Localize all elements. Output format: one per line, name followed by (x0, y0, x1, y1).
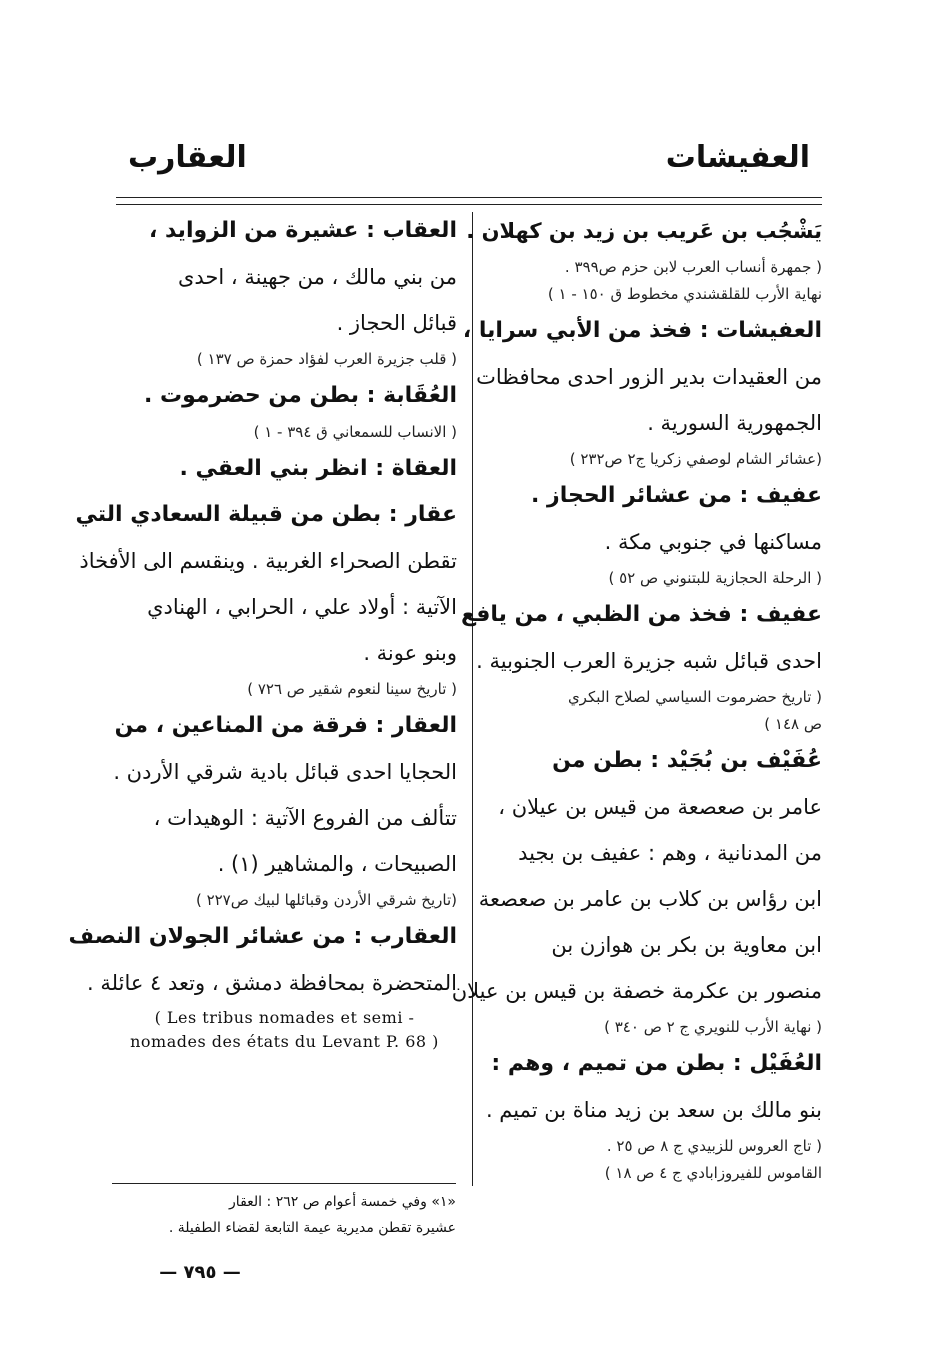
entry-line: تقطن الصحراء الغربية . وينقسم الى الأفخاذ (79, 549, 457, 573)
entry-line: قبائل الحجاز . (336, 311, 457, 335)
citation-line: ( قلب جزيرة العرب لفؤاد حمزة ص ١٣٧ ) (196, 350, 457, 368)
citation-line: ( الرحلة الحجازية للبتنوني ص ٥٢ ) (608, 569, 822, 587)
footnote-line: عشيرة تقطن مديرية عيمة التابعة لقضاء الطفيلة . (168, 1220, 456, 1236)
entry-line: منصور بن عكرمة خصفة بن قيس بن عيلان (451, 979, 822, 1003)
citation-line: ص ١٤٨ ) (764, 715, 822, 733)
entry-line: بنو مالك بن سعد بن زيد مناة بن تميم . (485, 1098, 822, 1122)
footnote-line: «١» وفي خمسة أعوام ص ٢٦٢ : العقار (229, 1194, 456, 1210)
entry-line: احدى قبائل شبه جزيرة العرب الجنوبية . (476, 649, 822, 673)
entry-line: عامر بن صعصعة من قيس بن عيلان ، (498, 795, 822, 819)
entry-headword-line: عُفَيْف بن بُجَيْد : بطن من (552, 748, 822, 773)
column-divider (472, 212, 473, 1186)
entry-line: الجمهورية السورية . (647, 411, 822, 435)
entry-line: من العقيدات بدير الزور احدى محافظات (476, 365, 822, 389)
latin-citation-line: nomades des états du Levant P. 68 ) (130, 1032, 439, 1051)
citation-line: ( تاريخ حضرموت السياسي لصلاح البكري (567, 688, 822, 706)
citation-line: (عشائر الشام لوصفي زكريا ج٢ ص٢٣٢ ) (569, 450, 822, 468)
entry-line: من بني مالك ، من جهينة ، احدى (177, 265, 457, 289)
entry-line: المتحضرة بمحافظة دمشق ، وتعد ٤ عائلة . (87, 971, 457, 995)
entry-headword-line: العُفَيْل : بطن من تميم ، وهم : (491, 1051, 822, 1076)
citation-line: ( جمهرة أنساب العرب لابن حزم ص٣٩٩ . (564, 258, 822, 276)
entry-headword-line: عقار : بطن من قبيلة السعادي التي (75, 502, 457, 527)
header-rule (116, 197, 822, 198)
entry-headword-line: العُقَابة : بطن من حضرموت . (143, 383, 457, 408)
citation-line: (تاريخ شرقي الأردن وقبائلها لبيك ص٢٢٧ ) (195, 891, 457, 909)
entry-line: من المدنانية ، وهم : عفيف بن بجيد (518, 841, 822, 865)
page-number: — ٧٩٥ — (159, 1262, 241, 1283)
entry-line: الصبيحات ، والمشاهير (١) . (217, 852, 457, 876)
entry-headword-line: عفيف : من عشائر الحجاز . (531, 483, 822, 508)
entry-line: الآتية : أولاد علي ، الحرابي ، الهنادي (147, 595, 457, 619)
entry-line: ابن معاوية بن بكر بن هوازن بن (551, 933, 822, 957)
entry-headword-line: العقاة : انظر بني العقي . (179, 456, 457, 481)
entry-headword-line: العقار : فرقة من المناعين ، من (114, 713, 457, 738)
footnote-rule (112, 1183, 456, 1184)
footnote (112, 1189, 456, 1241)
running-head-right: العفيشات (665, 140, 810, 175)
entry-headword-line: عفيف : فخذ من الظبي ، من يافع (460, 602, 822, 627)
right-column (451, 208, 822, 1187)
entry-line: وبنو عونة . (363, 641, 457, 665)
running-head-left: العقارب (128, 140, 247, 175)
header-rule-second (116, 204, 822, 205)
citation-line: ( نهاية الأرب للنويري ج ٢ ص ٣٤٠ ) (604, 1018, 822, 1036)
entry-line: مساكنها في جنوبي مكة . (604, 530, 822, 554)
left-column (68, 208, 457, 1054)
citation-line: ( الانساب للسمعاني ق ٣٩٤ - ١ ) (253, 423, 457, 441)
entry-line: تتألف من الفروع الآتية : الوهيدات ، (153, 806, 457, 830)
citation-line: ( تاريخ سينا لنعوم شقير ص ٧٢٦ ) (247, 680, 457, 698)
entry-headword-line: العفيشات : فخذ من الأبي سرايا ، (462, 318, 822, 343)
citation-line: نهاية الأرب للقلقشندي مخطوط ق ١٥٠ - ١ ) (547, 285, 822, 303)
citation-line: ( تاج العروس للزبيدي ج ٨ ص ٢٥ . (606, 1137, 822, 1155)
entry-line: يَشْجُب بن عَريب بن زيد بن كهلان . (466, 219, 822, 243)
latin-citation-line: ( Les tribus nomades et semi - (154, 1008, 415, 1027)
entry-line: الحجايا احدى قبائل بادية شرقي الأردن . (113, 760, 457, 784)
entry-line: ابن رؤاس بن كلاب بن عامر بن صعصعة (478, 887, 822, 911)
entry-headword-line: العقارب : من عشائر الجولان النصف (68, 924, 457, 949)
citation-line: القاموس للفيروزابادي ج ٤ ص ١٨ ) (604, 1164, 822, 1182)
entry-headword-line: العقاب : عشيرة من الزوايد ، (148, 218, 457, 243)
